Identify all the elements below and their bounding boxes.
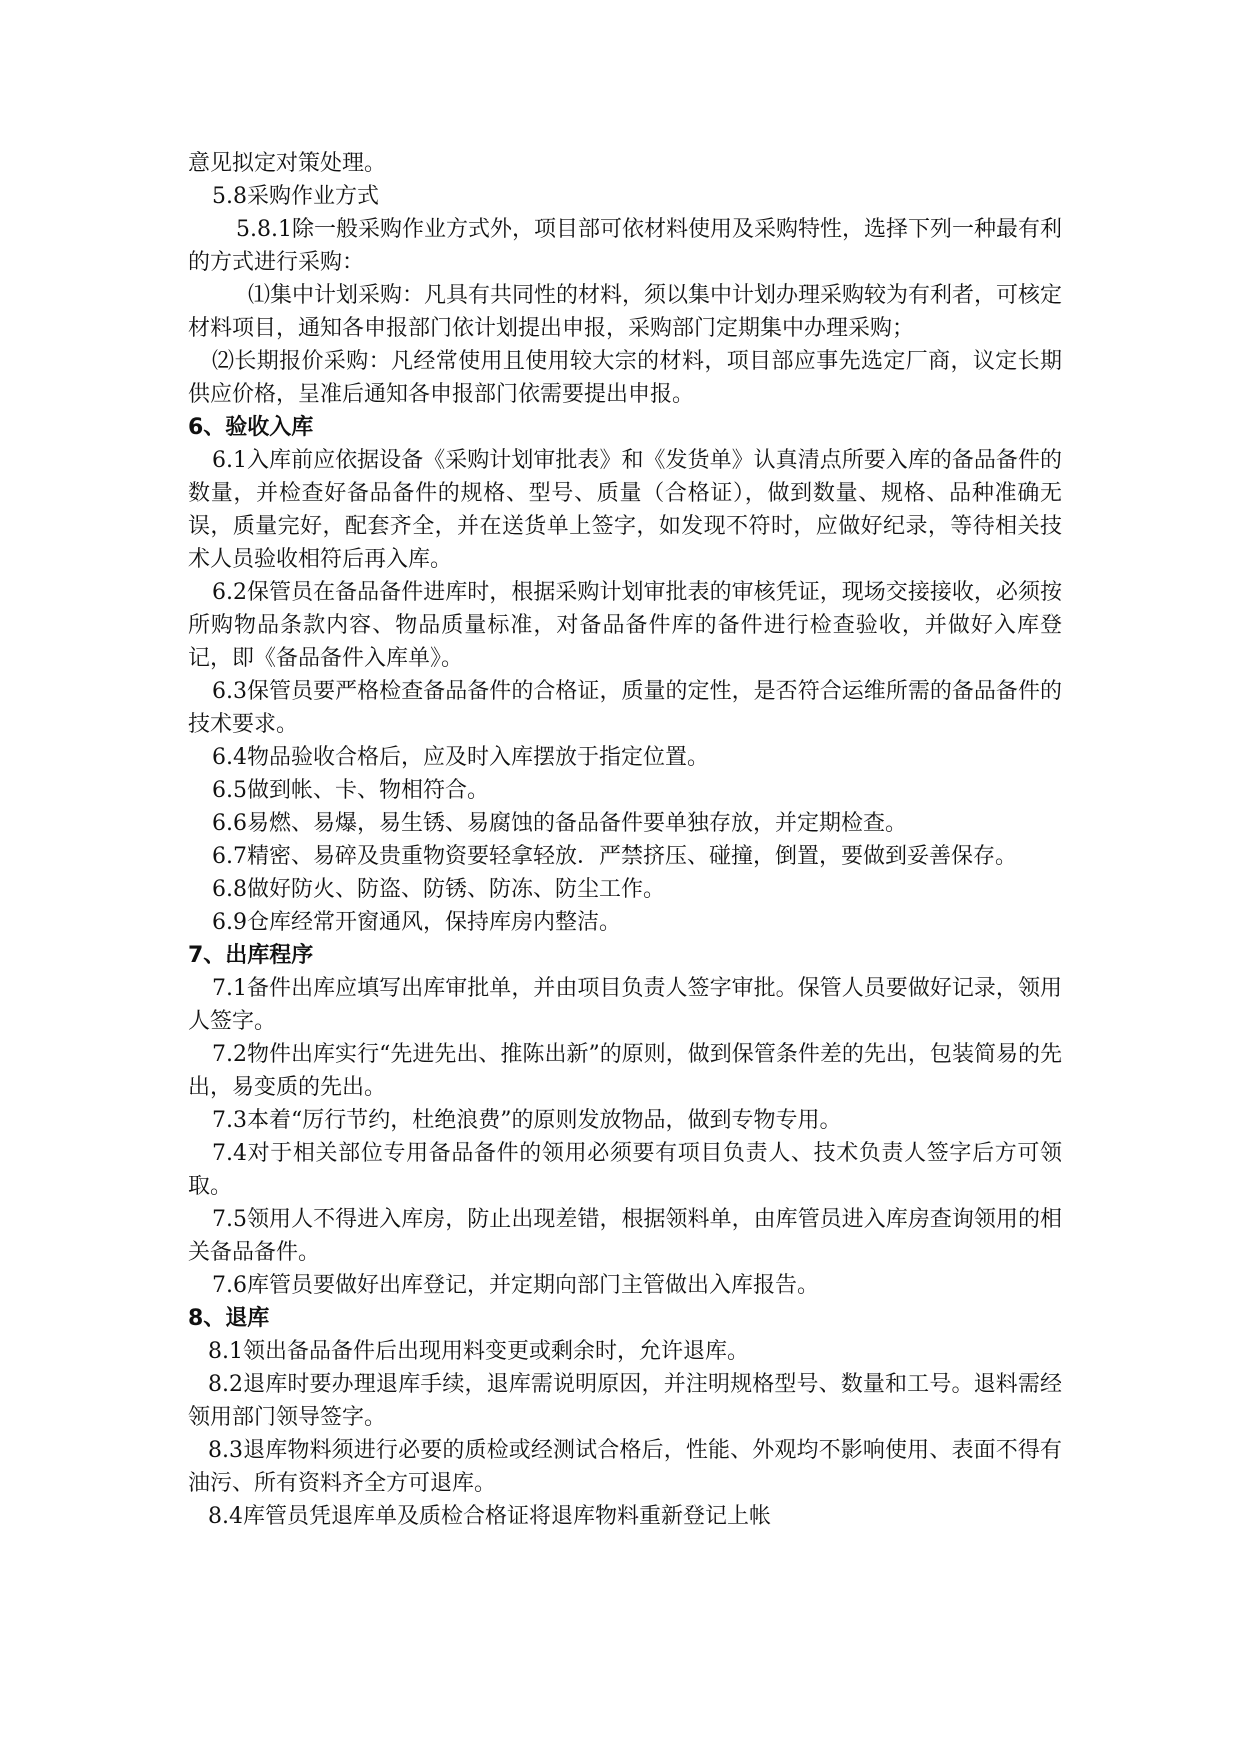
section-8-item: 8.3退库物料须进行必要的质检或经测试合格后，性能、外观均不影响使用、表面不得有油污、所有资料齐全方可退库。 xyxy=(188,1438,1062,1496)
paragraph-long-term-quote: ⑵长期报价采购：凡经常使用且使用较大宗的材料，项目部应事先选定厂商，议定长期供应价格，呈准后通知各申报部门依需要提出申报。 xyxy=(188,349,1062,407)
section-6-item: 6.4物品验收合格后，应及时入库摆放于指定位置。 xyxy=(212,745,709,770)
section-7-item: 7.5领用人不得进入库房，防止出现差错，根据领料单，由库管员进入库房查询领用的相关备品备件。 xyxy=(188,1207,1062,1265)
section-6-item: 6.5做到帐、卡、物相符合。 xyxy=(212,778,489,803)
section-6-item: 6.6易燃、易爆，易生锈、易腐蚀的备品备件要单独存放，并定期检查。 xyxy=(212,811,907,836)
section-heading-7: 7、出库程序 xyxy=(188,943,314,968)
section-6-item: 6.8做好防火、防盗、防锈、防冻、防尘工作。 xyxy=(212,877,665,902)
section-7-item: 7.3本着“厉行节约，杜绝浪费”的原则发放物品，做到专物专用。 xyxy=(212,1108,842,1133)
section-6-item: 6.1入库前应依据设备《采购计划审批表》和《发货单》认真清点所要入库的备品备件的数量，并检查好备品备件的规格、型号、质量（合格证），做到数量、规格、品种准确无误，质量完好，配套齐全，并在送货单上签字，如发现不符时，应做好纪录，等待相关技术人员验收相符后再入库。 xyxy=(188,448,1062,572)
section-6-item: 6.2保管员在备品备件进库时，根据采购计划审批表的审核凭证，现场交接接收，必须按所购物品条款内容、物品质量标准，对备品备件库的备件进行检查验收，并做好入库登记，即《备品备件入库单》。 xyxy=(188,580,1062,671)
section-7-item: 7.4对于相关部位专用备品备件的领用必须要有项目负责人、技术负责人签字后方可领取。 xyxy=(188,1141,1062,1199)
section-7-item: 7.2物件出库实行“先进先出、推陈出新”的原则，做到保管条件差的先出，包装简易的先出，易变质的先出。 xyxy=(188,1042,1062,1100)
section-8-item: 8.4库管员凭退库单及质检合格证将退库物料重新登记上帐 xyxy=(208,1504,771,1529)
paragraph-centralized-purchase: ⑴集中计划采购：凡具有共同性的材料，须以集中计划办理采购较为有利者，可核定材料项目，通知各申报部门依计划提出申报，采购部门定期集中办理采购； xyxy=(188,283,1063,341)
subsection-title-5-8: 5.8采购作业方式 xyxy=(212,184,379,209)
section-heading-8: 8、退库 xyxy=(188,1306,270,1331)
section-6-item: 6.3保管员要严格检查备品备件的合格证，质量的定性，是否符合运维所需的备品备件的技术要求。 xyxy=(188,679,1062,737)
section-8-item: 8.1领出备品备件后出现用料变更或剩余时，允许退库。 xyxy=(208,1339,749,1364)
section-7-item: 7.6库管员要做好出库登记，并定期向部门主管做出入库报告。 xyxy=(212,1273,819,1298)
section-8-item: 8.2退库时要办理退库手续，退库需说明原因，并注明规格型号、数量和工号。退料需经领用部门领导签字。 xyxy=(188,1372,1062,1430)
document-body xyxy=(188,147,1062,1533)
section-6-item: 6.9仓库经常开窗通风，保持库房内整洁。 xyxy=(212,910,621,935)
paragraph-5-8-1: 5.8.1除一般采购作业方式外，项目部可依材料使用及采购特性，选择下列一种最有利的方式进行采购： xyxy=(188,217,1062,275)
paragraph-continuation: 意见拟定对策处理。 xyxy=(188,151,387,176)
section-6-item: 6.7精密、易碎及贵重物资要轻拿轻放．严禁挤压、碰撞，倒置，要做到妥善保存。 xyxy=(212,844,1017,869)
section-heading-6: 6、验收入库 xyxy=(188,415,314,440)
section-7-item: 7.1备件出库应填写出库审批单，并由项目负责人签字审批。保管人员要做好记录，领用人签字。 xyxy=(188,976,1062,1034)
